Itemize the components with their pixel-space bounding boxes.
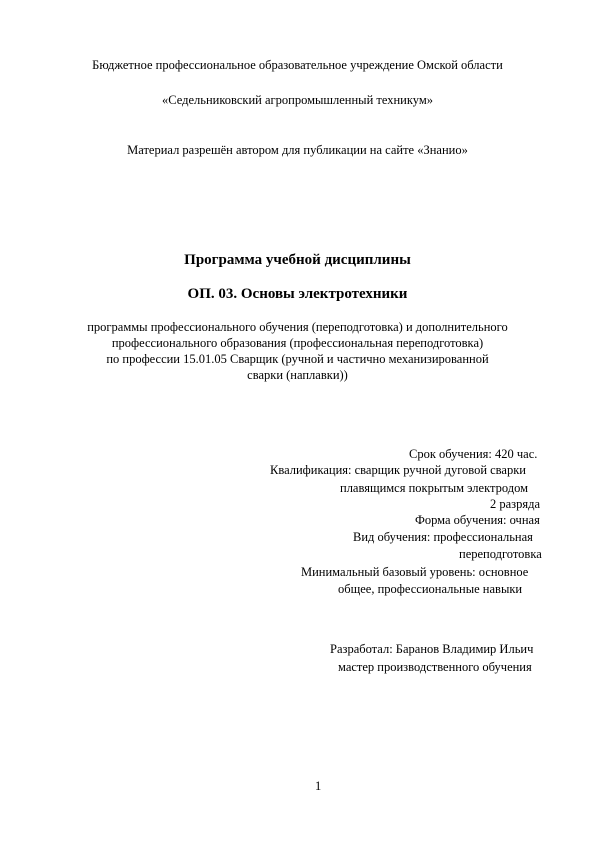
document-title: Программа учебной дисциплины bbox=[184, 252, 411, 268]
qualification-line-1: Квалификация: сварщик ручной дуговой сварки bbox=[270, 463, 526, 477]
type-line-2: переподготовка bbox=[459, 547, 542, 561]
institution-name: Бюджетное профессиональное образовательное учреждение Омской области bbox=[92, 58, 503, 72]
qualification-line-3: 2 разряда bbox=[490, 497, 541, 511]
publication-note: Материал разрешён автором для публикации на сайте «Знанио» bbox=[127, 143, 468, 157]
subtitle-line-3: по профессии 15.01.05 Сварщик (ручной и частично механизированной bbox=[106, 352, 489, 366]
form-text: Форма обучения: очная bbox=[415, 513, 540, 527]
subtitle-line-4: сварки (наплавки)) bbox=[247, 368, 348, 382]
level-line-2: общее, профессиональные навыки bbox=[338, 582, 523, 596]
author-position: мастер производственного обучения bbox=[338, 660, 532, 674]
institution-short-name: «Седельниковский агропромышленный техникум» bbox=[161, 93, 434, 107]
discipline-title: ОП. 03. Основы электротехники bbox=[187, 286, 408, 302]
qualification-line-2: плавящимся покрытым электродом bbox=[340, 481, 529, 495]
duration-text: Срок обучения: 420 час. bbox=[409, 447, 538, 461]
author-name: Разработал: Баранов Владимир Ильич bbox=[330, 642, 534, 656]
subtitle-line-1: программы профессионального обучения (переподготовка) и дополнительного bbox=[87, 320, 508, 334]
level-line-1: Минимальный базовый уровень: основное bbox=[301, 565, 529, 579]
type-line-1: Вид обучения: профессиональная bbox=[353, 530, 533, 544]
subtitle-line-2: профессионального образования (профессиональная переподготовка) bbox=[111, 336, 484, 350]
page-number: 1 bbox=[315, 779, 322, 793]
